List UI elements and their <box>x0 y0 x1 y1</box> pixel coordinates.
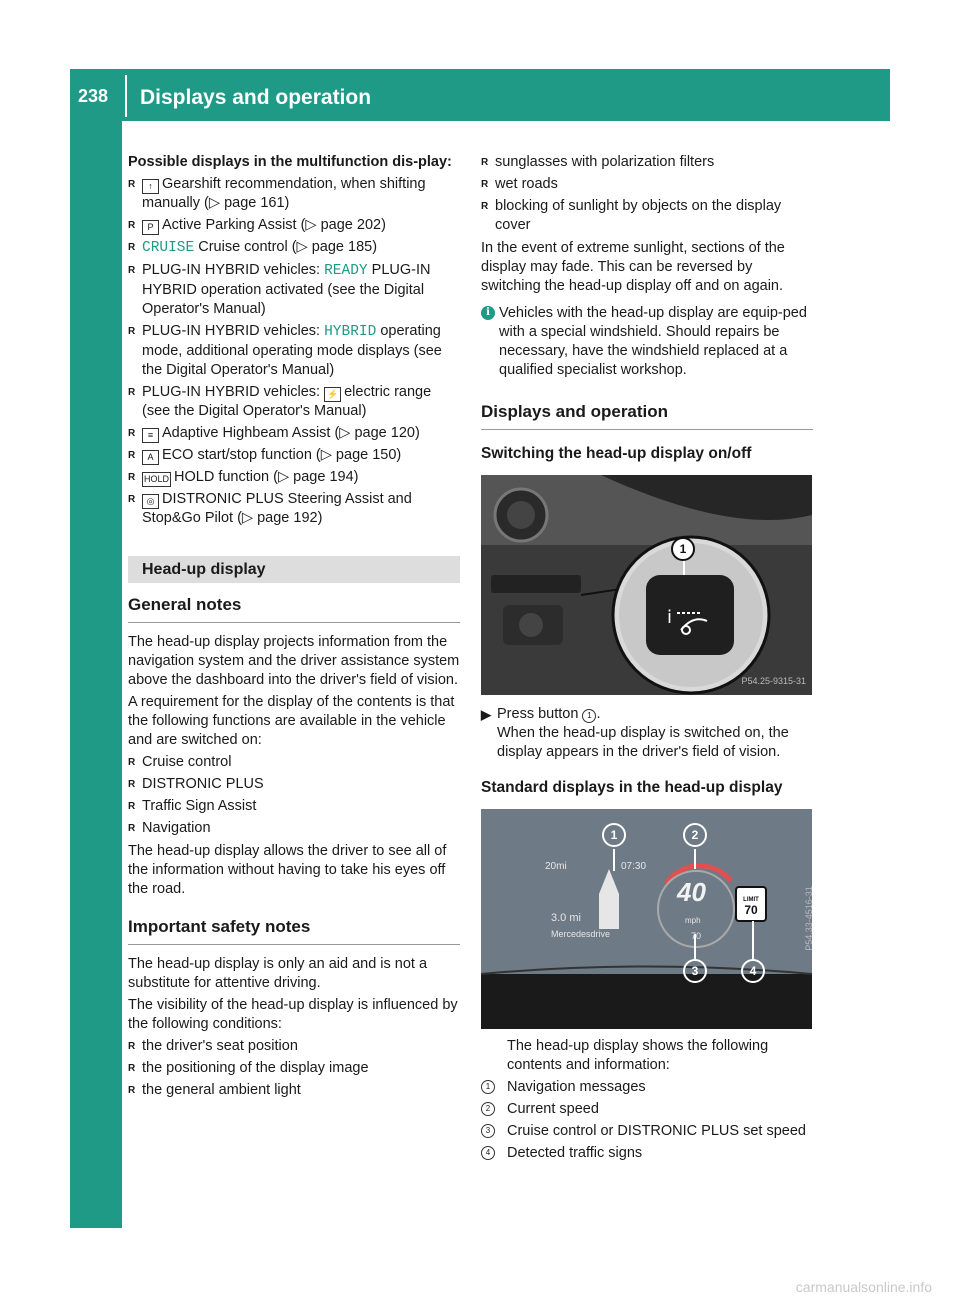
item-text: PLUG-IN HYBRID operation activated (see the Digital Operator's Manual) <box>142 262 431 317</box>
side-bar <box>70 121 122 1176</box>
hud-speed: 40 <box>677 877 706 907</box>
step-arrow-icon: ▶ <box>481 707 491 722</box>
requirements-list <box>128 753 460 838</box>
list-item: R wet roads <box>481 175 813 194</box>
item-display-text: HYBRID <box>324 324 377 340</box>
info-text: Vehicles with the head-up display are equip-ped with a special windshield. Should repairs be necessary, have the windshield replaced at a qualified specialist workshop. <box>499 305 807 378</box>
intro-text: Possible displays in the multifunction dis-play: <box>128 154 452 170</box>
right-column <box>481 153 813 1166</box>
hud-caption: The head-up display shows the following contents and information: <box>507 1038 769 1073</box>
callout-1: 1 <box>602 823 626 847</box>
legend-text: Detected traffic signs <box>507 1145 643 1161</box>
legend-text: Navigation messages <box>507 1079 646 1095</box>
sunlight-text: In the event of extreme sunlight, sections of the display may fade. This can be reversed by switching the head-up display off and on again. <box>481 240 785 294</box>
item-display-text: READY <box>324 263 368 279</box>
item-text: HOLD function (▷ page 194) <box>174 469 359 485</box>
list-item: R the general ambient light <box>128 1081 460 1100</box>
hud-limit: 70 <box>744 903 758 917</box>
hud-speed-unit: mph <box>685 916 701 925</box>
list-item <box>128 490 460 528</box>
step-num: 1 <box>582 709 596 723</box>
page-title: Displays and operation <box>140 86 372 109</box>
legend-num: 2 <box>481 1102 495 1116</box>
hud-display-image <box>481 809 815 1029</box>
legend-num: 1 <box>481 1080 495 1094</box>
switching-heading: Switching the head-up display on/off <box>481 445 752 462</box>
general-p3: The head-up display allows the driver to see all of the information without having to take his eyes off the road. <box>128 843 447 897</box>
legend-item <box>481 1078 813 1097</box>
step-text: Press button <box>497 706 579 722</box>
list-item <box>128 216 460 235</box>
safety-p1: The head-up display is only an aid and is not a substitute for attentive driving. <box>128 956 428 991</box>
hud-time: 07:30 <box>621 861 647 872</box>
hud-limit-label: LIMIT <box>743 897 759 903</box>
item-text: Adaptive Highbeam Assist (▷ page 120) <box>162 425 420 441</box>
item-display-text: CRUISE <box>142 240 195 256</box>
legend-text: Current speed <box>507 1101 599 1117</box>
list-item: R blocking of sunlight by objects on the display cover <box>481 197 813 235</box>
list-item: R DISTRONIC PLUS <box>128 775 460 794</box>
legend-text: Cruise control or DISTRONIC PLUS set speed <box>507 1123 806 1139</box>
list-item <box>128 322 460 380</box>
conditions-list-cont <box>481 153 813 235</box>
item-text: Cruise control (▷ page 185) <box>198 239 378 255</box>
legend-item <box>481 1144 813 1163</box>
item-symbol-icon: ≡ <box>142 428 159 443</box>
side-block <box>70 1176 122 1228</box>
info-note <box>481 304 813 380</box>
left-column <box>128 153 460 1104</box>
item-symbol-icon: ◎ <box>142 494 159 509</box>
header-divider <box>125 75 127 117</box>
footer-url[interactable]: carmanualsonline.info <box>795 1279 932 1295</box>
item-prefix: PLUG-IN HYBRID vehicles: <box>142 323 321 339</box>
hud-distance-top: 20mi <box>545 861 567 872</box>
page-number: 238 <box>78 86 109 106</box>
general-notes-heading: General notes <box>128 595 460 623</box>
item-text: operating mode, additional operating mode displays (see the Digital Operator's Manual) <box>142 323 442 378</box>
press-step: ▶ Press button 1 . When the head-up display is switched on, the display appears in the driver's field of vision. <box>481 706 789 760</box>
chapter-title: On-board computer and displays <box>84 283 107 597</box>
list-item <box>128 238 460 258</box>
item-symbol-icon: ⚡ <box>324 387 341 402</box>
general-p2: A requirement for the display of the contents is that the following functions are available in the vehicle and are switched on: <box>128 694 455 748</box>
item-symbol-icon: HOLD <box>142 472 171 487</box>
svg-text:i: i <box>667 607 673 628</box>
list-item <box>128 261 460 319</box>
standard-heading: Standard displays in the head-up display <box>481 779 783 796</box>
general-p1: The head-up display projects information from the navigation system and the driver assistance system above the dashboard into the driver's field of vision. <box>128 634 460 688</box>
list-item: R Traffic Sign Assist <box>128 797 460 816</box>
item-prefix: PLUG-IN HYBRID vehicles: <box>142 384 321 400</box>
image-code: P54.25-9315-31 <box>741 676 806 686</box>
list-item <box>128 446 460 465</box>
callout-3: 3 <box>683 959 707 983</box>
hud-legend <box>481 1078 813 1163</box>
item-text: DISTRONIC PLUS Steering Assist and Stop&Go Pilot (▷ page 192) <box>142 491 412 526</box>
item-symbol-icon: ↑ <box>142 179 159 194</box>
list-item: R the positioning of the display image <box>128 1059 460 1078</box>
steering-wheel-illustration <box>481 475 812 695</box>
conditions-list <box>128 1037 460 1100</box>
hud-button-image <box>481 475 812 695</box>
list-item <box>128 383 460 421</box>
list-item <box>128 424 460 443</box>
displays-operation-heading: Displays and operation <box>481 402 813 430</box>
safety-p2: The visibility of the head-up display is influenced by the following conditions: <box>128 997 458 1032</box>
item-prefix: PLUG-IN HYBRID vehicles: <box>142 262 321 278</box>
list-item: R sunglasses with polarization filters <box>481 153 813 172</box>
item-text: ECO start/stop function (▷ page 150) <box>162 447 402 463</box>
legend-num: 4 <box>481 1146 495 1160</box>
safety-heading: Important safety notes <box>128 917 460 945</box>
item-text: electric range (see the Digital Operator's Manual) <box>142 384 432 419</box>
item-text: Active Parking Assist (▷ page 202) <box>162 217 386 233</box>
display-list <box>128 175 460 528</box>
legend-item <box>481 1122 813 1141</box>
callout-2: 2 <box>683 823 707 847</box>
list-item <box>128 175 460 213</box>
list-item: R Cruise control <box>128 753 460 772</box>
item-symbol-icon: P <box>142 220 159 235</box>
section-heading-hud: Head-up display <box>128 556 460 583</box>
image-code: P54.33-4516-31 <box>804 886 815 951</box>
item-text: Gearshift recommendation, when shifting manually (▷ page 161) <box>142 176 426 211</box>
list-item: R Navigation <box>128 819 460 838</box>
hud-distance: 3.0 mi <box>551 912 581 924</box>
list-item <box>128 468 460 487</box>
callout-1: 1 <box>671 537 695 561</box>
info-icon: i <box>481 306 495 320</box>
list-item: R the driver's seat position <box>128 1037 460 1056</box>
step-result: When the head-up display is switched on, the display appears in the driver's field of vision. <box>497 725 789 760</box>
item-symbol-icon: A <box>142 450 159 465</box>
hud-set-speed: 70 <box>691 931 702 941</box>
legend-num: 3 <box>481 1124 495 1138</box>
callout-4: 4 <box>741 959 765 983</box>
legend-item <box>481 1100 813 1119</box>
hud-street: Mercedesdrive <box>551 929 611 939</box>
